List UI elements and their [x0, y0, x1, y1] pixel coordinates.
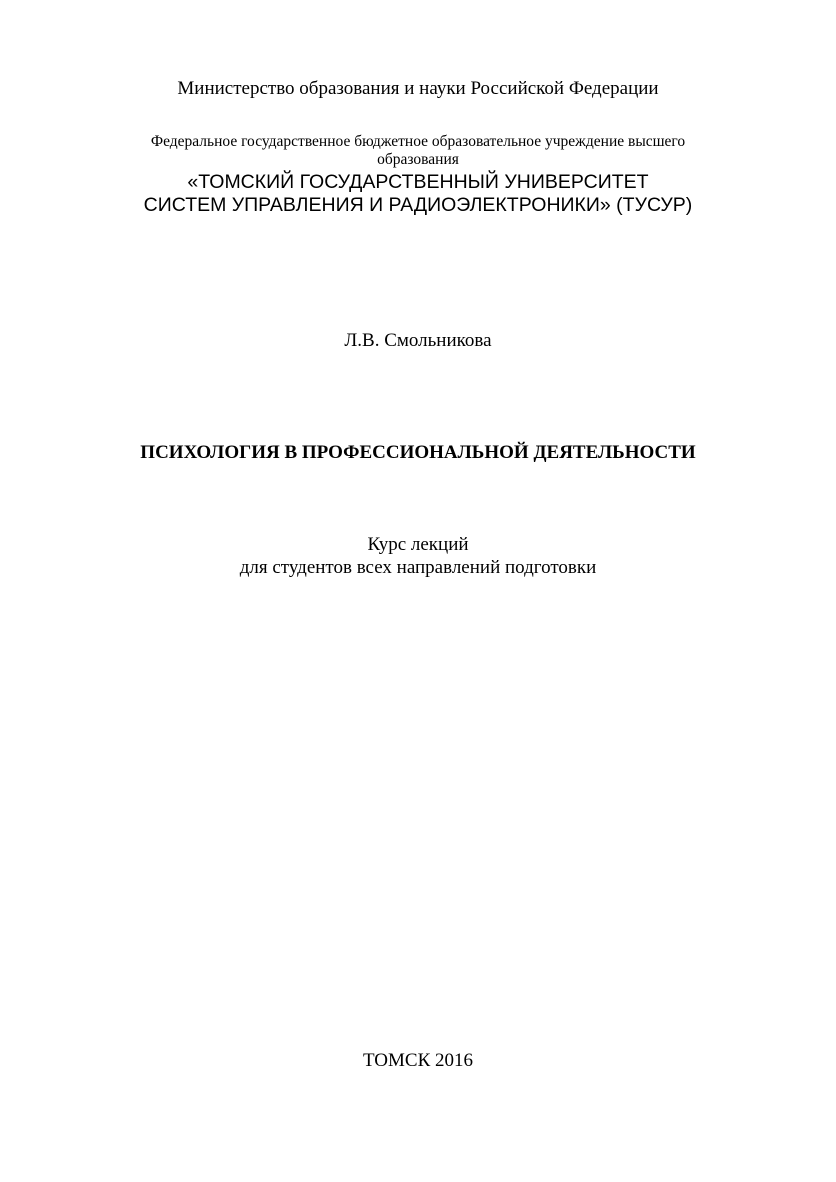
ministry-name: Министерство образования и науки Российской Федерации [177, 78, 659, 99]
author-name: Л.В. Смольникова [344, 330, 492, 351]
subtitle-course: Курс лекций [367, 534, 469, 555]
document-title: ПСИХОЛОГИЯ В ПРОФЕССИОНАЛЬНОЙ ДЕЯТЕЛЬНОСТИ [140, 442, 696, 463]
institution-type-line1: Федеральное государственное бюджетное образовательное учреждение высшего [150, 133, 686, 150]
university-name-line2: СИСТЕМ УПРАВЛЕНИЯ И РАДИОЭЛЕКТРОНИКИ» (ТУСУР) [143, 194, 693, 216]
subtitle-audience: для студентов всех направлений подготовки [239, 557, 597, 578]
university-name-line1: «ТОМСКИЙ ГОСУДАРСТВЕННЫЙ УНИВЕРСИТЕТ [187, 171, 649, 193]
city-year: ТОМСК 2016 [362, 1050, 474, 1071]
institution-type-line2: образования [377, 151, 459, 168]
